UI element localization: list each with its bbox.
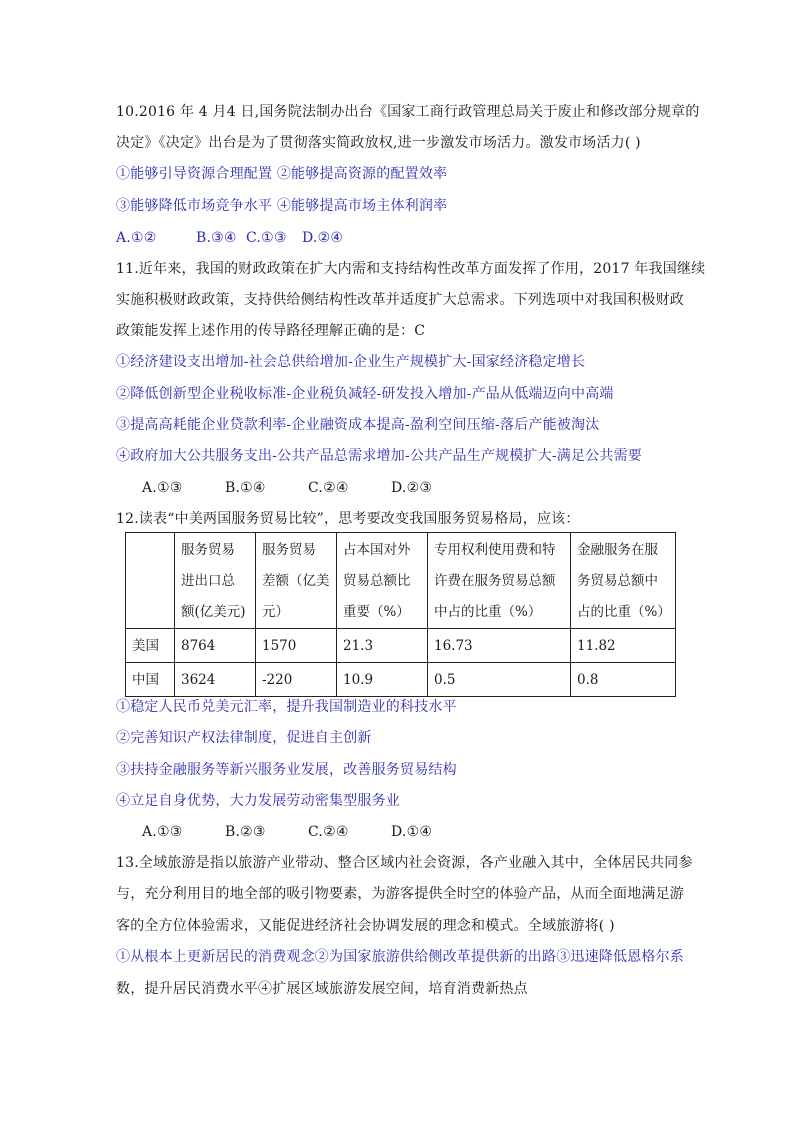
table-cell: 8764	[175, 629, 256, 663]
q10-choice-c[interactable]: C.①③	[246, 230, 287, 246]
q11-stem-line-1: 11.近年来，我国的财政政策在扩大内需和支持结构性改革方面发挥了作用，2017 年我国继续	[116, 261, 706, 277]
table-header-cell	[256, 533, 337, 629]
q11-choice-c[interactable]: C.②④	[308, 480, 349, 496]
table-row-usa	[126, 629, 676, 663]
table-cell: 美国	[126, 629, 175, 663]
q11-stem-line-3: 政策能发挥上述作用的传导路径理解正确的是：C	[116, 323, 426, 339]
table-cell: -220	[256, 663, 337, 697]
table-header-cell	[337, 533, 428, 629]
table-header-cell	[175, 533, 256, 629]
q11-option-3: ③提高高耗能企业贷款利率-企业融资成本提高-盈利空间压缩-落后产能被淘汰	[116, 417, 600, 433]
table-header-cell	[571, 533, 676, 629]
table-cell: 16.73	[428, 629, 571, 663]
q13-stem-line-1: 13.全域旅游是指以旅游产业带动、整合区域内社会资源，各产业融入其中，全体居民共同参	[116, 855, 693, 871]
q11-option-2: ②降低创新型企业税收标准-企业税负减轻-研发投入增加-产品从低端迈向中高端	[116, 386, 614, 402]
q13-stem-line-3: 客的全方位体验需求，又能促进经济社会协调发展的理念和模式。全域旅游将( )	[116, 918, 615, 934]
q12-stem: 12.读表“中美两国服务贸易比较”，思考要改变我国服务贸易格局，应该：	[116, 511, 580, 527]
q13-stem-line-2: 与，充分利用目的地全部的吸引物要素，为游客提供全时空的体验产品，从而全面地满足游	[116, 886, 684, 902]
q11-option-4: ④政府加大公共服务支出-公共产品总需求增加-公共产品生产规模扩大-满足公共需要	[116, 448, 642, 464]
q11-choice-b[interactable]: B.①④	[225, 480, 266, 496]
q10-choice-a[interactable]: A.①②	[116, 230, 157, 246]
q11-choices	[142, 478, 432, 498]
q10-choices	[116, 228, 343, 248]
header-text: 务贸易总额中	[577, 573, 658, 589]
trade-comparison-table	[125, 532, 676, 697]
header-text: 许费在服务贸易总额	[434, 573, 556, 589]
header-text: 额(亿美元)	[181, 604, 246, 620]
q11-stem-line-2: 实施积极财政政策，支持供给侧结构性改革并适度扩大总需求。下列选项中对我国积极财政	[116, 292, 684, 308]
q12-choice-d[interactable]: D.①④	[391, 824, 433, 840]
q11-choice-a[interactable]: A.①③	[142, 480, 183, 496]
header-text: 占的比重（%）	[577, 604, 671, 620]
q10-stem-line-1: 10.2016 年 4 月4 日,国务院法制办出台《国家工商行政管理总局关于废止和修改部分规章的	[116, 104, 700, 120]
q12-option-3: ③扶持金融服务等新兴服务业发展，改善服务贸易结构	[116, 762, 457, 778]
table-header-row	[126, 533, 676, 629]
table-cell: 3624	[175, 663, 256, 697]
q10-choice-b[interactable]: B.③④	[196, 230, 237, 246]
table-cell: 11.82	[571, 629, 676, 663]
q11-choice-d[interactable]: D.②③	[391, 480, 433, 496]
q11-option-1: ①经济建设支出增加-社会总供给增加-企业生产规模扩大-国家经济稳定增长	[116, 354, 586, 370]
q13-option-line-1: ①从根本上更新居民的消费观念②为国家旅游供给侧改革提供新的出路③迅速降低恩格尔系	[116, 949, 684, 965]
q10-options-line-2: ③能够降低市场竞争水平 ④能够提高市场主体利润率	[116, 198, 448, 214]
header-text: 中占的比重（%）	[434, 604, 542, 620]
q12-choice-c[interactable]: C.②④	[308, 824, 349, 840]
q10-choice-d[interactable]: D.②④	[302, 230, 344, 246]
q12-choice-b[interactable]: B.②③	[225, 824, 266, 840]
q12-choices	[142, 822, 432, 842]
header-text: 贸易总额比	[343, 573, 411, 589]
table-cell: 0.8	[571, 663, 676, 697]
header-text: 服务贸易	[181, 542, 235, 558]
q10-stem-line-2: 决定》《决定》出台是为了贯彻落实简政放权,进一步激发市场活力。激发市场活力( )	[116, 135, 641, 151]
q12-option-4: ④立足自身优势，大力发展劳动密集型服务业	[116, 793, 400, 809]
table-row-china	[126, 663, 676, 697]
table-cell: 中国	[126, 663, 175, 697]
table-header-cell	[428, 533, 571, 629]
header-text: 服务贸易	[262, 542, 316, 558]
table-cell: 1570	[256, 629, 337, 663]
table-header-cell	[126, 533, 175, 629]
q10-options-line-1: ①能够引导资源合理配置 ②能够提高资源的配置效率	[116, 166, 448, 182]
q12-option-2: ②完善知识产权法律制度，促进自主创新	[116, 730, 372, 746]
header-text: 重要（%）	[343, 604, 410, 620]
q12-choice-a[interactable]: A.①③	[142, 824, 183, 840]
table-cell: 10.9	[337, 663, 428, 697]
header-text: 专用权利使用费和特	[434, 542, 556, 558]
header-text: 元）	[262, 604, 289, 620]
header-text: 金融服务在服	[577, 542, 658, 558]
header-text: 进出口总	[181, 573, 235, 589]
q12-option-1: ①稳定人民币兑美元汇率，提升我国制造业的科技水平	[116, 699, 457, 715]
q13-option-line-2: 数，提升居民消费水平④扩展区域旅游发展空间，培育消费新热点	[116, 981, 528, 997]
table-cell: 0.5	[428, 663, 571, 697]
header-text: 差额（亿美	[262, 573, 330, 589]
table-cell: 21.3	[337, 629, 428, 663]
header-text: 占本国对外	[343, 542, 411, 558]
